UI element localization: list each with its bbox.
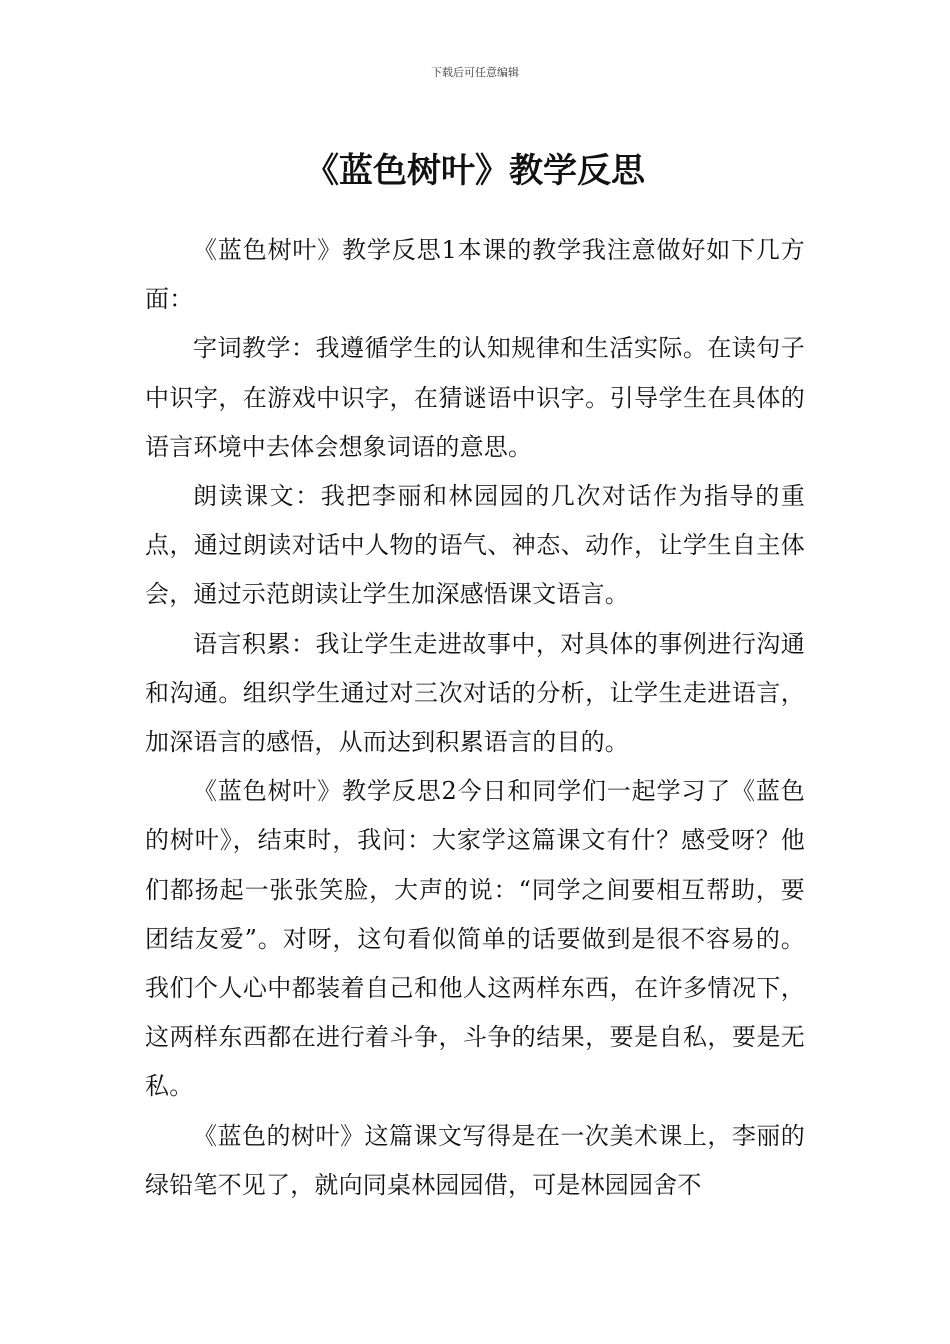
page-title: 《蓝色树叶》教学反思	[305, 150, 645, 191]
paragraph-3: 朗读课文：我把李丽和林园园的几次对话作为指导的重点，通过朗读对话中人物的语气、神态、动作，让学生自主体会，通过示范朗读让学生加深感悟课文语言。	[145, 482, 805, 609]
paragraph-2: 字词教学：我遵循学生的认知规律和生活实际。在读句子中识字，在游戏中识字，在猜谜语中识字。引导学生在具体的语言环境中去体会想象词语的意思。	[145, 334, 805, 461]
paragraph-6: 《蓝色的树叶》这篇课文写得是在一次美术课上，李丽的绿铅笔不见了，就向同桌林园园借，可是林园园舍不	[145, 1121, 805, 1199]
paragraph-1: 《蓝色树叶》教学反思1本课的教学我注意做好如下几方面：	[145, 236, 805, 314]
document-body	[145, 226, 805, 1210]
paragraph-4: 语言积累：我让学生走进故事中，对具体的事例进行沟通和沟通。组织学生通过对三次对话的分析，让学生走进语言，加深语言的感悟，从而达到积累语言的目的。	[145, 629, 805, 757]
paragraph-5: 《蓝色树叶》教学反思2今日和同学们一起学习了《蓝色的树叶》，结束时，我问：大家学这篇课文有什？感受呀？他们都扬起一张张笑脸，大声的说：“同学之间要相互帮助，要团结友爱”。对呀，这句看似简单的话要做到是很不容易的。我们个人心中都装着自己和他人这两样东西，在许多情况下，这两样东西都在进行着斗争，斗争的结果，要是自私，要是无私。	[145, 777, 805, 1101]
header-note: 下载后可任意编辑	[431, 66, 519, 79]
